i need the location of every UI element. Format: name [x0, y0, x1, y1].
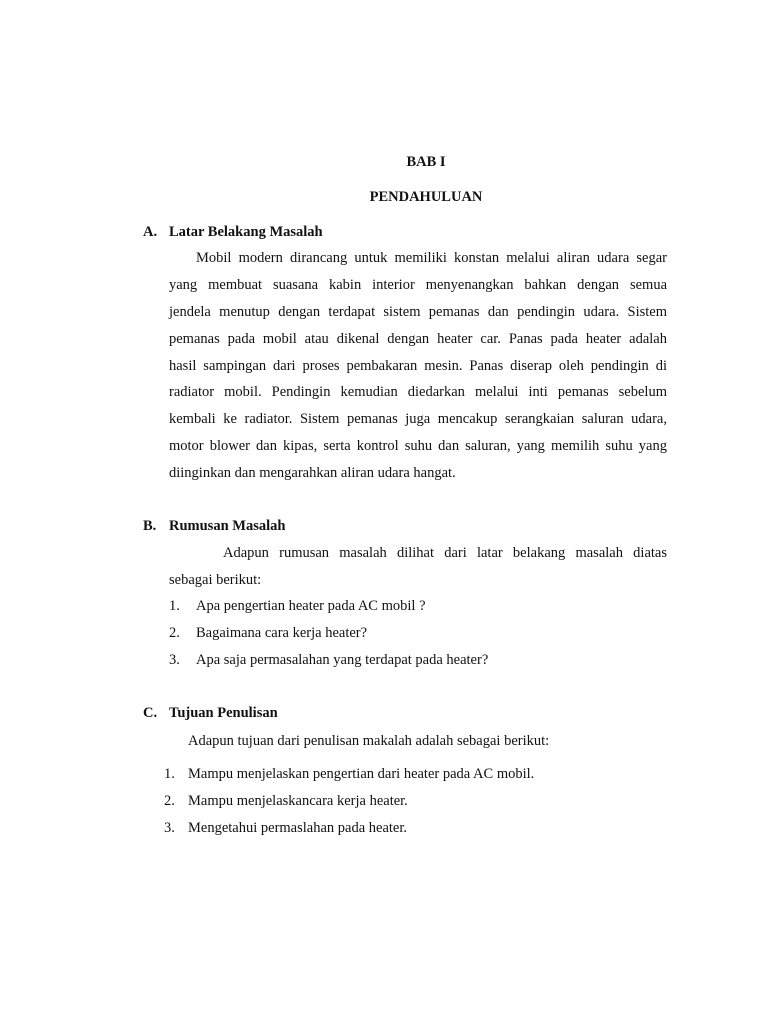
paragraph-line: radiator mobil. Pendingin kemudian diedarkan melalui inti pemanas sebelum: [169, 384, 667, 400]
list-item: Bagaimana cara kerja heater?: [196, 625, 368, 641]
section-a-title: Latar Belakang Masalah: [169, 224, 323, 240]
paragraph-line: yang membuat suasana kabin interior menyenangkan bahkan dengan semua: [169, 277, 667, 293]
list-item-number: 1.: [169, 598, 180, 614]
list-item: Apa pengertian heater pada AC mobil ?: [196, 598, 426, 614]
chapter-title: PENDAHULUAN: [369, 189, 483, 205]
list-item-number: 2.: [169, 625, 180, 641]
list-item-number: 3.: [169, 652, 180, 668]
paragraph-line: Adapun tujuan dari penulisan makalah adalah sebagai berikut:: [188, 733, 550, 749]
paragraph-line: Adapun rumusan masalah dilihat dari latar belakang masalah diatas: [223, 545, 667, 561]
list-item: Mampu menjelaskan pengertian dari heater pada AC mobil.: [188, 766, 535, 782]
section-a-letter: A.: [143, 224, 158, 240]
paragraph-line: kembali ke radiator. Sistem pemanas juga mencakup serangkaian saluran udara,: [169, 411, 667, 427]
section-c-title: Tujuan Penulisan: [169, 705, 278, 721]
list-item: Mengetahui permaslahan pada heater.: [188, 820, 408, 836]
section-a-heading: [143, 224, 323, 241]
paragraph-line: sebagai berikut:: [169, 572, 262, 588]
list-item-number: 2.: [164, 793, 175, 809]
section-b-letter: B.: [143, 518, 157, 534]
section-b-heading: [143, 518, 285, 535]
paragraph-line: hasil sampingan dari proses pembakaran mesin. Panas diserap oleh pendingin di: [169, 358, 667, 374]
paragraph-line: pemanas pada mobil atau dikenal dengan heater car. Panas pada heater adalah: [169, 331, 667, 347]
list-item: Mampu menjelaskancara kerja heater.: [188, 793, 408, 809]
paragraph-line: jendela menutup dengan terdapat sistem pemanas dan pendingin udara. Sistem: [169, 304, 667, 320]
paragraph-line: Mobil modern dirancang untuk memiliki konstan melalui aliran udara segar: [196, 250, 667, 266]
section-c-heading: [143, 705, 278, 722]
section-c-letter: C.: [143, 705, 158, 721]
paragraph-line: diinginkan dan mengarahkan aliran udara hangat.: [169, 465, 456, 481]
section-b-title: Rumusan Masalah: [169, 518, 286, 534]
list-item-number: 3.: [164, 820, 175, 836]
paragraph-line: motor blower dan kipas, serta kontrol suhu dan saluran, yang memilih suhu yang: [169, 438, 667, 454]
chapter-number: BAB I: [406, 154, 446, 170]
list-item-number: 1.: [164, 766, 175, 782]
list-item: Apa saja permasalahan yang terdapat pada heater?: [196, 652, 489, 668]
